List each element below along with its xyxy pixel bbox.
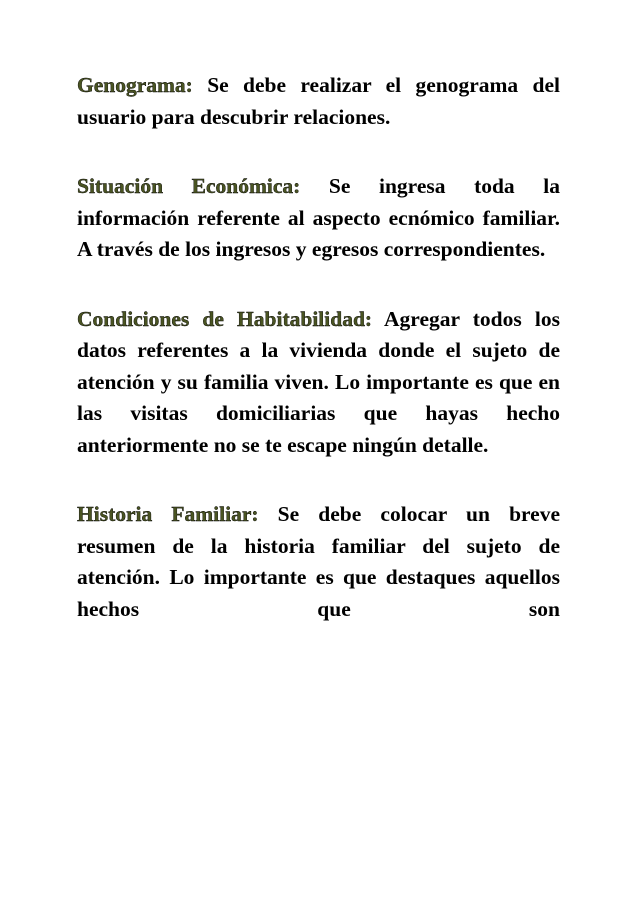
paragraph-condiciones-habitabilidad: [77, 304, 560, 462]
paragraph-historia-familiar: [77, 499, 560, 625]
text-genograma: Se debe realizar el genograma del usuario para descubrir relaciones.: [77, 73, 560, 129]
term-historia-familiar: Historia Familiar:: [77, 502, 259, 526]
paragraph-genograma: [77, 70, 560, 133]
text-situacion-economica: Se ingresa toda la información referente al aspecto ecnómico familiar. A través de los ingresos y egresos correspondientes.: [77, 174, 560, 261]
text-historia-familiar: Se debe colocar un breve resumen de la historia familiar del sujeto de atención. Lo importante es que destaques aquellos hechos que son: [77, 502, 561, 621]
term-condiciones-habitabilidad: Condiciones de Habitabilidad:: [77, 306, 373, 331]
term-situacion-economica: Situación Económica:: [77, 174, 301, 198]
text-condiciones-habitabilidad: Agregar todos los datos referentes a la vivienda donde el sujeto de atención y su familia viven. Lo importante es que en las visitas domiciliarias que hayas hecho anteriormente no se te escape ningún detalle.: [77, 306, 560, 457]
paragraph-situacion-economica: [77, 171, 560, 266]
term-genograma: Genograma:: [77, 73, 193, 97]
document-page: [77, 70, 560, 663]
